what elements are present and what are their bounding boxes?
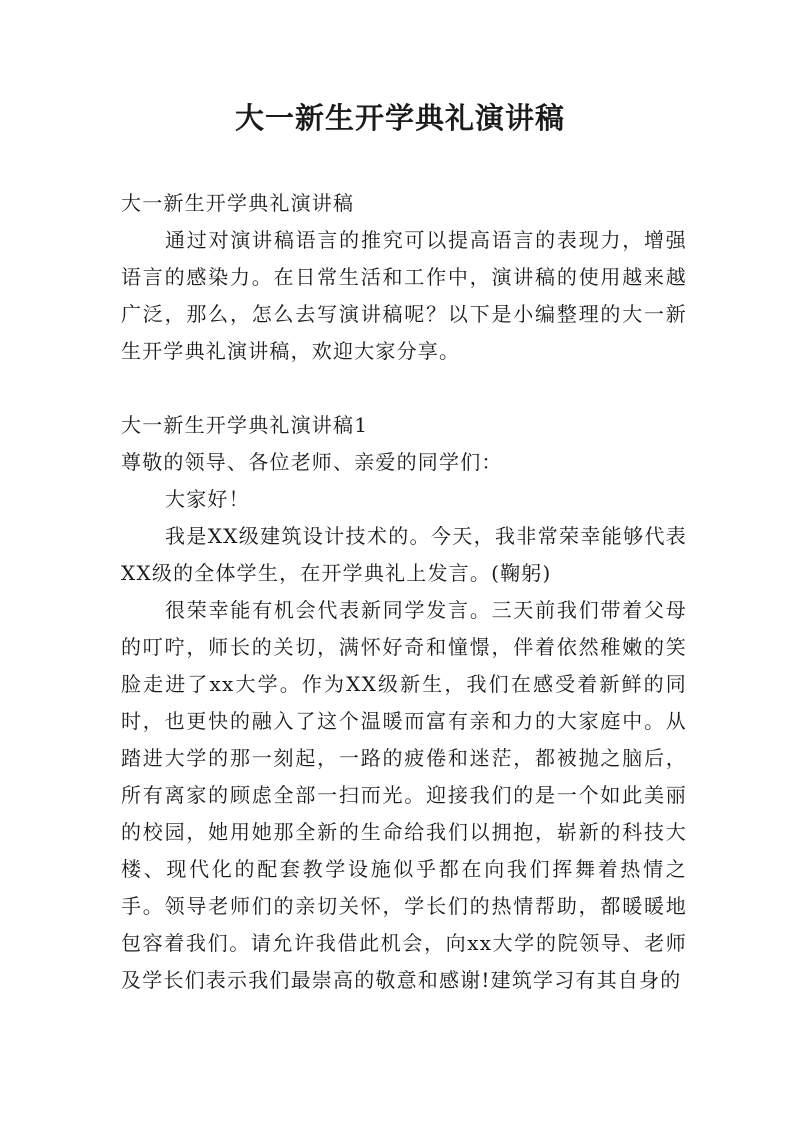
greeting-line: 大家好！ <box>165 487 250 511</box>
body-paragraph-1: 我是XX级建筑设计技术的。今天，我非常荣幸能够代表XX级的全体学生，在开学典礼上发言。(鞠躬) <box>121 524 687 585</box>
document-title: 大一新生开学典礼演讲稿 <box>234 101 565 135</box>
body-paragraph-2: 很荣幸能有机会代表新同学发言。三天前我们带着父母的叮咛，师长的关切，满怀好奇和憧憬，伴着依然稚嫩的笑脸走进了xx大学。作为XX级新生，我们在感受着新鲜的同时，也更快的融入了这个温暖而富有亲和力的大家庭中。从踏进大学的那一刻起，一路的疲倦和迷茫，都被抛之脑后，所有离家的顾虑全部一扫而光。迎接我们的是一个如此美丽的校园，她用她那全新的生命给我们以拥抱，崭新的科技大楼、现代化的配套教学设施似乎都在向我们挥舞着热情之手。领导老师们的亲切关怀，学长们的热情帮助，都暖暖地包容着我们。请允许我借此机会，向xx大学的院领导、老师及学长们表示我们最崇高的敬意和感谢!建筑学习有其自身的 <box>121 598 687 992</box>
intro-paragraph: 通过对演讲稿语言的推究可以提高语言的表现力，增强语言的感染力。在日常生活和工作中，演讲稿的使用越来越广泛，那么，怎么去写演讲稿呢？以下是小编整理的大一新生开学典礼演讲稿，欢迎大家分享。 <box>121 228 687 363</box>
paragraph-spacer <box>121 370 687 407</box>
section-heading: 大一新生开学典礼演讲稿1 <box>121 413 369 437</box>
salutation-line: 尊敬的领导、各位老师、亲爱的同学们： <box>121 450 503 474</box>
document-body <box>121 185 687 999</box>
subtitle-line: 大一新生开学典礼演讲稿 <box>121 191 355 215</box>
